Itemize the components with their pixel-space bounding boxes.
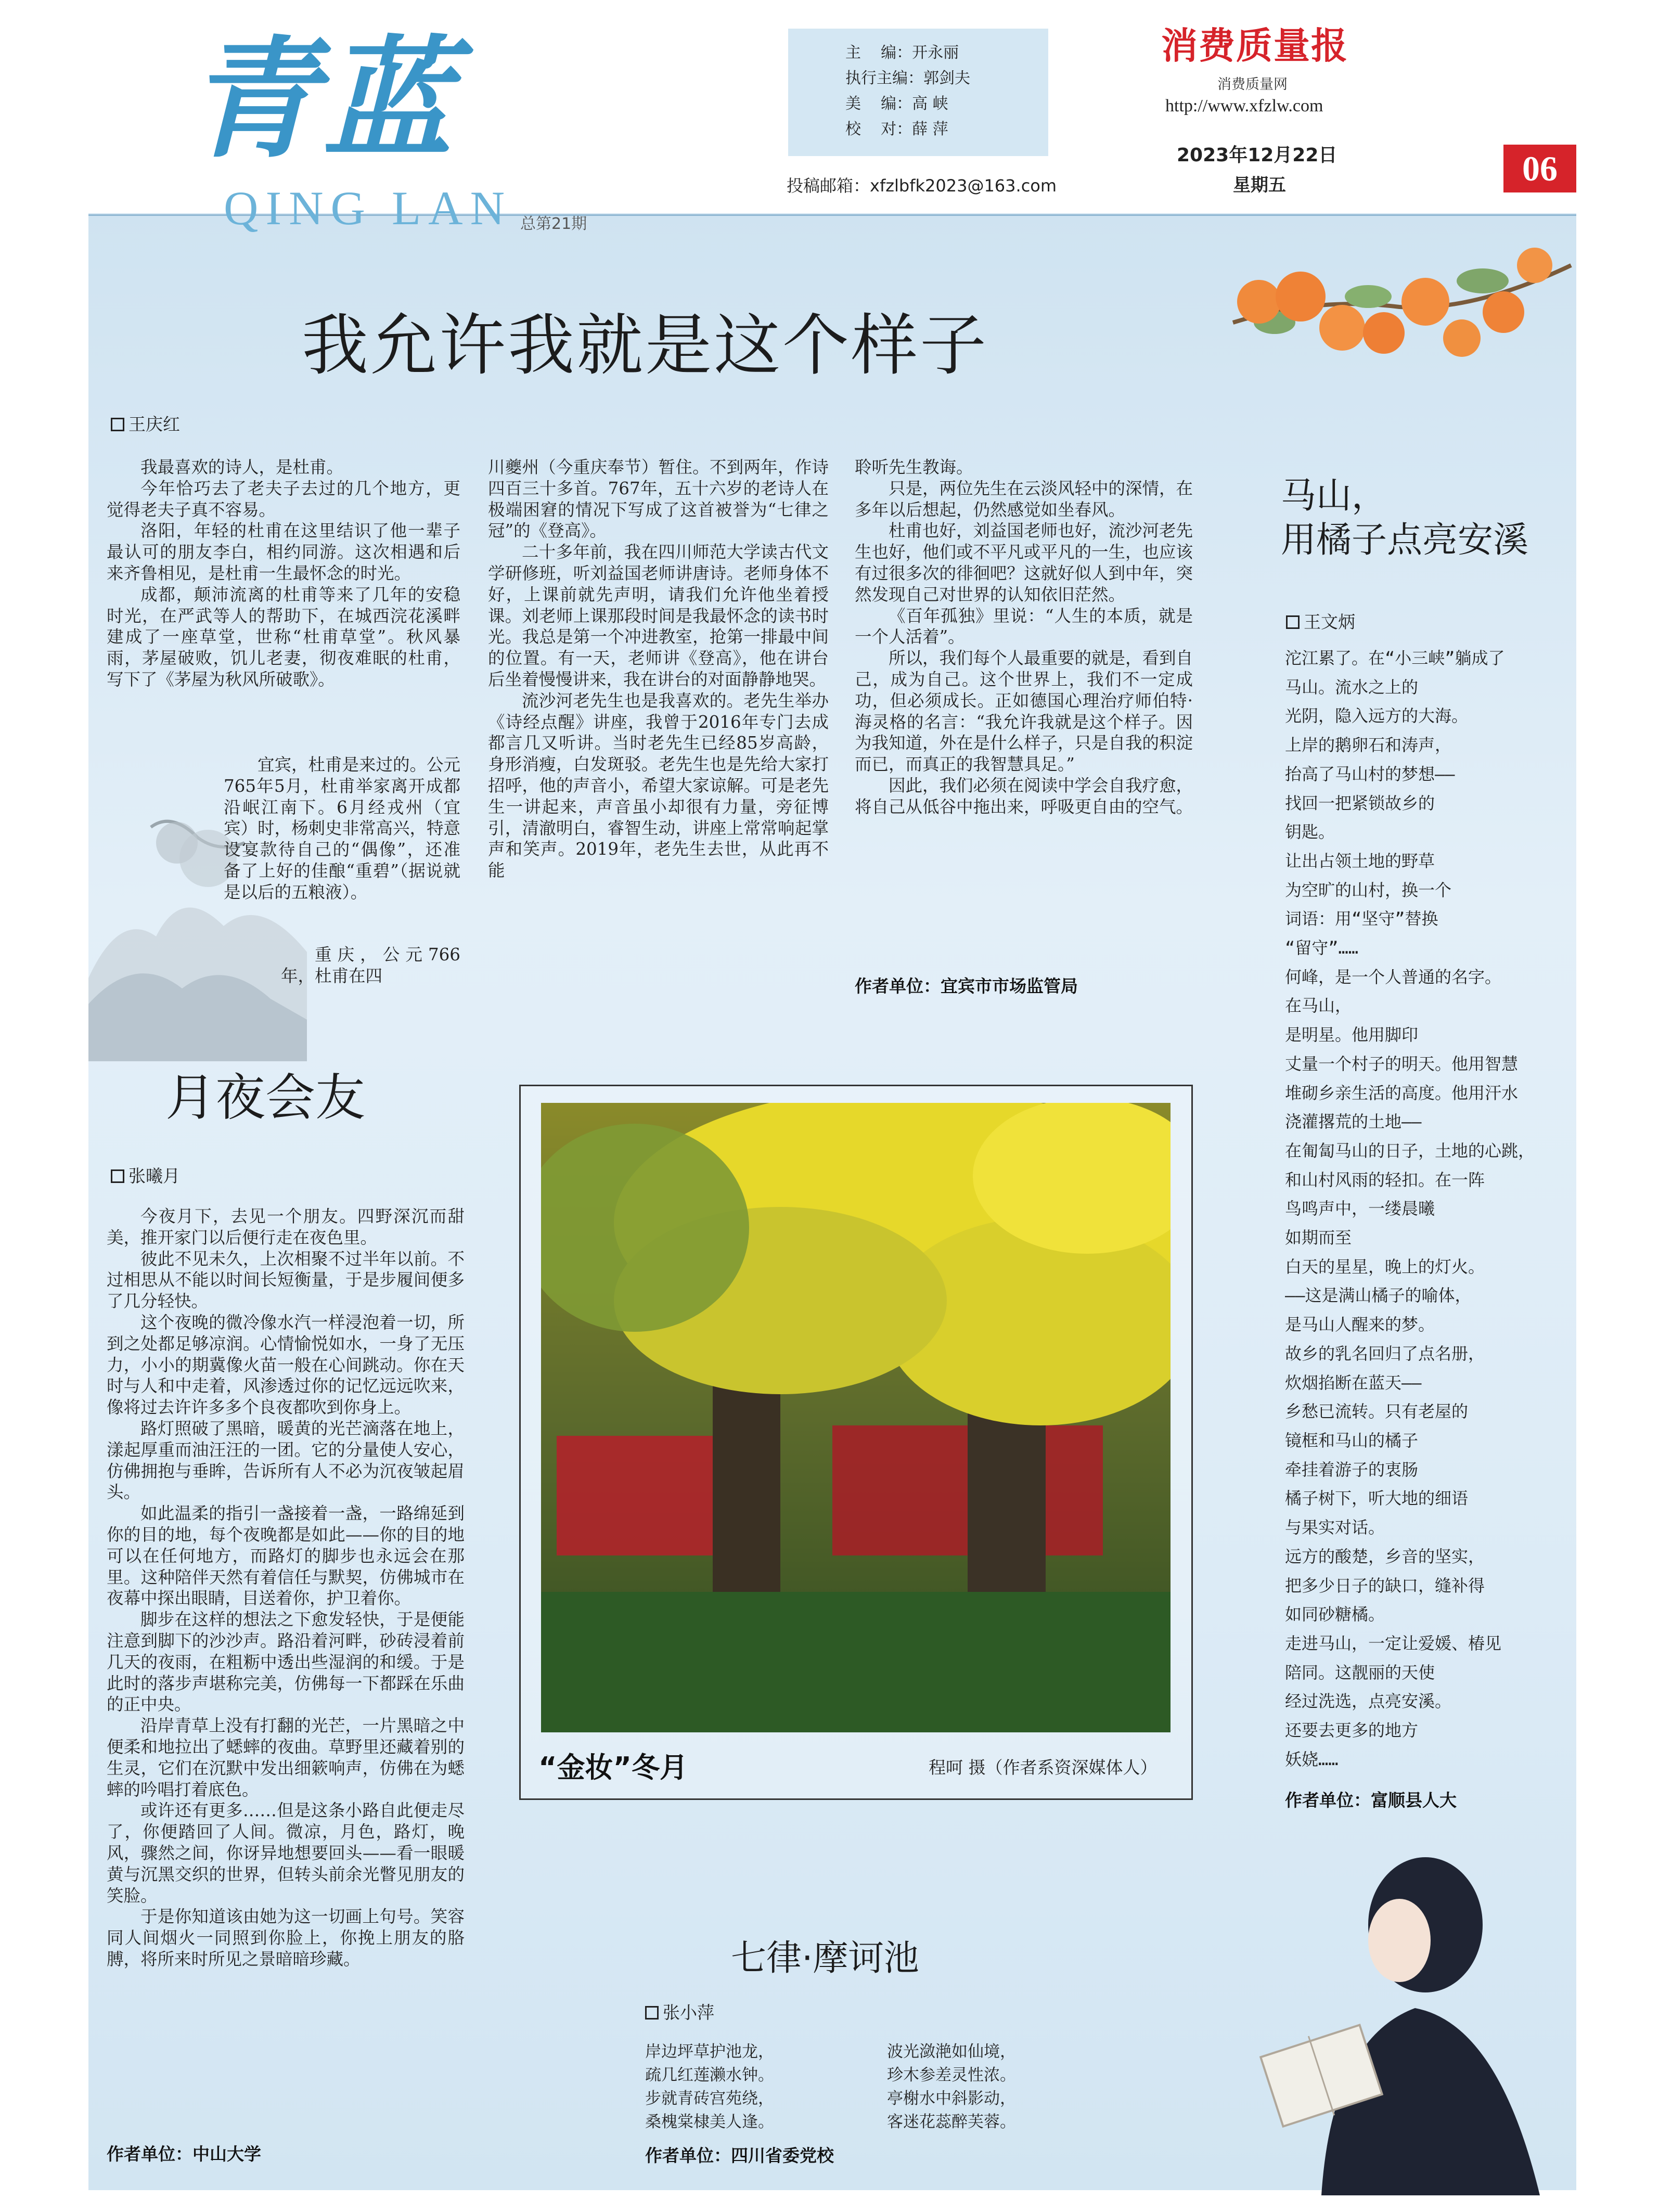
editor-credit: 校 对：薛 萍 xyxy=(845,120,948,138)
paragraph: 杜甫也好，刘益国老师也好，流沙河老先生也好，他们或不平凡或平凡的一生，也应该有过很多次的徘徊吧？这就好似人到中年，突然发现自己对世界的认知依旧茫然。 xyxy=(855,521,1193,605)
poem-line: 鸟鸣声中，一缕晨曦 xyxy=(1285,1199,1435,1219)
poem-line: 找回一把紧锁故乡的 xyxy=(1285,793,1435,813)
poem-line: 步就青砖宫苑绕， xyxy=(645,2089,774,2108)
article-column xyxy=(281,944,460,987)
newspaper-name: 消费质量报 xyxy=(1161,24,1348,67)
paragraph: 今年恰巧去了老夫子去过的几个地方，更觉得老夫子真不容易。 xyxy=(107,478,460,520)
paragraph: 聆听先生教诲。 xyxy=(855,457,973,477)
byline-box-icon xyxy=(111,418,124,431)
poem-line: 如同砂糖橘。 xyxy=(1285,1604,1385,1625)
paragraph: 川夔州（今重庆奉节）暂住。不到两年，作诗四百三十多首。767年，五十六岁的老诗人在极端困窘的情况下写成了这首被誉为“七律之冠”的《登高》。 xyxy=(488,457,829,541)
poem-line: 丈量一个村子的明天。他用智慧 xyxy=(1285,1053,1519,1074)
editor-credits-box xyxy=(788,29,1048,156)
article-title: 七律·摩诃池 xyxy=(731,1938,919,1979)
poem-line: 如期而至 xyxy=(1285,1228,1352,1248)
poem-line: 珍木参差灵性浓。 xyxy=(887,2066,1016,2085)
paragraph: 脚步在这样的想法之下愈发轻快，于是便能注意到脚下的沙沙声。路沿着河畔，砂砖浸着前几天的夜雨，在粗粝中透出些湿润的和缓。于是此时的落步声堪称完美，仿佛每一下都踩在乐曲的正中央。 xyxy=(107,1610,465,1715)
poem-line: 镜框和马山的橘子 xyxy=(1285,1430,1419,1450)
poem-line: 牵挂着游子的衷肠 xyxy=(1285,1459,1419,1480)
paragraph: 成都，颠沛流离的杜甫等来了几年的安稳时光，在严武等人的帮助下，在城西浣花溪畔建成了一座草堂，世称“杜甫草堂”。秋风暴雨，茅屋破败，饥儿老妻，彻夜难眠的杜甫，写下了《茅屋为秋风所破歌》。 xyxy=(107,584,460,689)
paragraph: 因此，我们必须在阅读中学会自我疗愈，将自己从低谷中拖出来，呼吸更自由的空气。 xyxy=(855,775,1193,817)
author-name: 王庆红 xyxy=(128,414,180,434)
article-byline xyxy=(111,1163,180,1187)
byline-box-icon xyxy=(1286,615,1300,629)
poem-line: ——这是满山橘子的喻体， xyxy=(1285,1285,1472,1306)
paragraph: 宜宾，杜甫是来过的。公元765年5月，杜甫举家离开成都沿岷江南下。6月经戎州（宜宾）时，杨刺史非常高兴，特意设宴款待自己的“偶像”，还准备了上好的佳酿“重碧”（据说就是以后的五粮液）。 xyxy=(224,755,461,902)
column-logo-english: QING LAN xyxy=(224,182,512,235)
paragraph: 《百年孤独》里说：“人生的本质，就是一个人活着”。 xyxy=(855,606,1193,647)
poem-line: 词语：用“坚守”替换 xyxy=(1285,909,1438,929)
poem-line: 还要去更多的地方 xyxy=(1285,1720,1419,1741)
paragraph: 这个夜晚的微冷像水汽一样浸泡着一切，所到之处都足够凉润。心情愉悦如水，一身了无压力，小小的期冀像火苗一般在心间跳动。你在天时与人和中走着，风渗透过你的记忆远远吹来，像将过去许许多多个良夜都吹到你身上。 xyxy=(107,1312,465,1418)
poem-line: 岸边坪草护池龙， xyxy=(645,2042,774,2061)
poem-line: 光阴，隐入远方的大海。 xyxy=(1285,706,1469,726)
poem-line: 白天的星星，晚上的灯火。 xyxy=(1285,1256,1485,1277)
poem-body xyxy=(1285,644,1576,1774)
poem-line: 把多少日子的缺口，缝补得 xyxy=(1285,1575,1485,1596)
poem-line: 妖娆…… xyxy=(1285,1749,1339,1769)
paragraph: 沿岸青草上没有打翻的光芒，一片黑暗之中便柔和地拉出了蟋蟀的夜曲。草野里还藏着别的生灵，它们在沉默中发出细簌响声，仿佛在为蟋蟀的吟唱打着底色。 xyxy=(107,1716,465,1799)
poem-line: 在马山， xyxy=(1285,996,1352,1016)
paragraph: 洛阳，年轻的杜甫在这里结识了他一辈子最认可的朋友李白，相约同游。这次相遇和后来齐鲁相见，是杜甫一生最怀念的时光。 xyxy=(107,521,460,583)
poem-line: 抬高了马山村的梦想—— xyxy=(1285,764,1455,784)
paragraph: 二十多年前，我在四川师范大学读古代文学研修班，听刘益国老师讲唐诗。老师身体不好，上课前就先声明，请我们允许他坐着授课。刘老师上课那段时间是我最怀念的读书时光。我总是第一个冲进教室，抢第一排最中间的位置。有一天，老师讲《登高》，他在讲台后坐着慢慢讲来，我在讲台的对面静静地哭。 xyxy=(488,542,829,689)
poem-line: 上岸的鹅卵石和涛声， xyxy=(1285,735,1452,755)
paragraph: 路灯照破了黑暗，暖黄的光芒滴落在地上，漾起厚重而油汪汪的一团。它的分量使人安心，仿佛拥抱与垂眸，告诉所有人不必为沉夜皱起眉头。 xyxy=(107,1418,465,1502)
poem-line: 炊烟掐断在蓝天—— xyxy=(1285,1372,1422,1393)
poem-right-stanza xyxy=(887,2040,1016,2134)
article-column xyxy=(107,1206,465,1970)
poem-line: 与果实对话。 xyxy=(1285,1517,1385,1538)
poem-line: 故乡的乳名回归了点名册， xyxy=(1285,1343,1485,1364)
poem-line: 浇灌撂荒的土地—— xyxy=(1285,1112,1422,1132)
newspaper-url[interactable]: http://www.xfzlw.com xyxy=(1165,96,1323,115)
paragraph: 流沙河老先生也是我喜欢的。老先生举办《诗经点醒》讲座，我曾于2016年专门去成都言几又听讲。当时老先生已经85岁高龄，身形消瘦，白发斑驳。老先生也是先给大家打招呼，他的声音小，希望大家谅解。可是老先生一讲起来，声音虽小却很有力量，旁征博引，清澈明白，睿智生动，讲座上常常响起掌声和笑声。2019年，老先生去世，从此再不能 xyxy=(488,690,829,881)
byline-box-icon xyxy=(645,2006,659,2020)
editor-credit: 美 编：高 峡 xyxy=(845,95,948,113)
poem-line: 桑槐棠棣美人逢。 xyxy=(645,2113,774,2131)
issue-date: 2023年12月22日 xyxy=(1177,145,1338,166)
author-name: 王文炳 xyxy=(1304,612,1355,632)
poem-line: 何峰，是一个人普通的名字。 xyxy=(1285,967,1502,987)
paragraph: 只是，两位先生在云淡风轻中的深情，在多年以后想起，仍然感觉如坐春风。 xyxy=(855,478,1193,520)
author-name: 张小萍 xyxy=(663,2002,714,2023)
paragraph: 或许还有更多……但是这条小路自此便走尽了，你便踏回了人间。微凉，月色，路灯，晚风，骤然之间，你讶异地想要回头——看一眼暖黄与沉黑交织的世界，但转头前余光瞥见朋友的笑脸。 xyxy=(107,1801,465,1906)
issue-weekday: 星期五 xyxy=(1233,175,1286,196)
poem-line: “留守”…… xyxy=(1285,938,1359,958)
article-byline xyxy=(1286,609,1355,633)
reading-woman-illustration xyxy=(1228,1852,1576,2195)
article-byline xyxy=(645,1999,714,2024)
poem-line: 波光潋滟如仙境， xyxy=(887,2042,1016,2061)
byline-box-icon xyxy=(111,1169,124,1183)
page-number: 06 xyxy=(1503,145,1576,192)
column-logo: 青蓝 xyxy=(187,22,458,175)
poem-line: 堆砌乡亲生活的高度。他用汗水 xyxy=(1285,1083,1519,1103)
article-byline xyxy=(111,411,180,435)
newspaper-site: 消费质量网 xyxy=(1217,76,1288,93)
poem-line: 马山。流水之上的 xyxy=(1285,677,1419,697)
paragraph: 所以，我们每个人最重要的就是，看到自己，成为自己。这个世界上，我们不一定成功，但必须成长。正如德国心理治疗师伯特·海灵格的名言：“我允许我就是这个样子。因为我知道，外在是什么样子，只是自我的积淀而已，而真正的我智慧具足。” xyxy=(855,648,1193,775)
poem-line: 让出占领土地的野草 xyxy=(1285,851,1435,871)
article-column xyxy=(107,457,460,690)
paragraph: 如此温柔的指引一盏接着一盏，一路绵延到你的目的地，每个夜晚都是如此——你的目的地可以在任何地方，而路灯的脚步也永远会在那里。这种陪伴天然有着信任与默契，仿佛城市在夜幕中探出眼睛，目送着你，护卫着你。 xyxy=(107,1503,465,1609)
poem-line: 亭榭水中斜影动， xyxy=(887,2089,1016,2108)
poem-line: 走进马山，一定让爱媛、椿见 xyxy=(1285,1633,1502,1653)
issue-number: 总第21期 xyxy=(520,215,587,233)
article-title: 用橘子点亮安溪 xyxy=(1281,520,1529,561)
ginkgo-photo xyxy=(541,1103,1171,1732)
poem-line: 和山村风雨的轻扣。在一阵 xyxy=(1285,1169,1485,1190)
poem-line: 远方的酸楚，乡音的坚实， xyxy=(1285,1546,1485,1566)
poem-line: 沱江累了。在“小三峡”躺成了 xyxy=(1285,648,1505,668)
paragraph: 今夜月下，去见一个朋友。四野深沉而甜美，推开家门以后便行走在夜色里。 xyxy=(107,1206,465,1248)
editor-credit: 主 编：开永丽 xyxy=(845,44,959,62)
article-title: 马山， xyxy=(1281,475,1387,517)
article-title: 月夜会友 xyxy=(165,1069,365,1127)
paragraph: 于是你知道该由她为这一切画上句号。笑容同人间烟火一同照到你脸上，你挽上朋友的胳膊，将所来时所见之景暗暗珍藏。 xyxy=(107,1907,465,1969)
poem-line: 乡愁已流转。只有老屋的 xyxy=(1285,1401,1469,1422)
author-affiliation: 作者单位：宜宾市市场监管局 xyxy=(855,976,1078,996)
poem-line: 是明星。他用脚印 xyxy=(1285,1025,1419,1045)
poem-line: 是马山人醒来的梦。 xyxy=(1285,1315,1435,1335)
author-name: 张曦月 xyxy=(128,1166,180,1186)
orange-branch-illustration xyxy=(1212,218,1576,427)
article-column xyxy=(855,457,1193,818)
paragraph: 彼此不见未久，上次相聚不过半年以前。不过相思从不能以时间长短衡量，于是步履间便多了几分轻快。 xyxy=(107,1249,465,1311)
poem-line: 陪同。这靓丽的天使 xyxy=(1285,1662,1435,1682)
poem-line: 客迷花蕊醉芙蓉。 xyxy=(887,2113,1016,2131)
poem-line: 在匍匐马山的日子，土地的心跳， xyxy=(1285,1140,1535,1161)
article-column xyxy=(224,754,460,903)
paragraph: 重庆，公元766年，杜甫在四 xyxy=(281,945,460,986)
paragraph: 我最喜欢的诗人，是杜甫。 xyxy=(140,457,344,477)
submission-email: 投稿邮箱：xfzlbfk2023@163.com xyxy=(787,176,1057,196)
article-title: 我允许我就是这个样子 xyxy=(302,307,989,384)
poem-line: 疏几红莲濑水钟。 xyxy=(645,2066,774,2085)
poem-line: 经过洗选，点亮安溪。 xyxy=(1285,1691,1452,1712)
editor-credit: 执行主编：郭剑夫 xyxy=(845,69,970,87)
author-affiliation: 作者单位：富顺县人大 xyxy=(1285,1790,1457,1810)
poem-line: 为空旷的山村，换一个 xyxy=(1285,880,1452,900)
photo-credit: 程呵 摄（作者系资深媒体人） xyxy=(929,1757,1158,1778)
author-affiliation: 作者单位：四川省委党校 xyxy=(645,2145,834,2166)
poem-left-stanza xyxy=(645,2040,774,2134)
author-affiliation: 作者单位：中山大学 xyxy=(107,2144,261,2164)
poem-line: 橘子树下，听大地的细语 xyxy=(1285,1488,1469,1509)
poem-line: 钥匙。 xyxy=(1285,822,1335,842)
article-column xyxy=(488,457,829,881)
photo-caption: “金妆”冬月 xyxy=(538,1751,688,1784)
